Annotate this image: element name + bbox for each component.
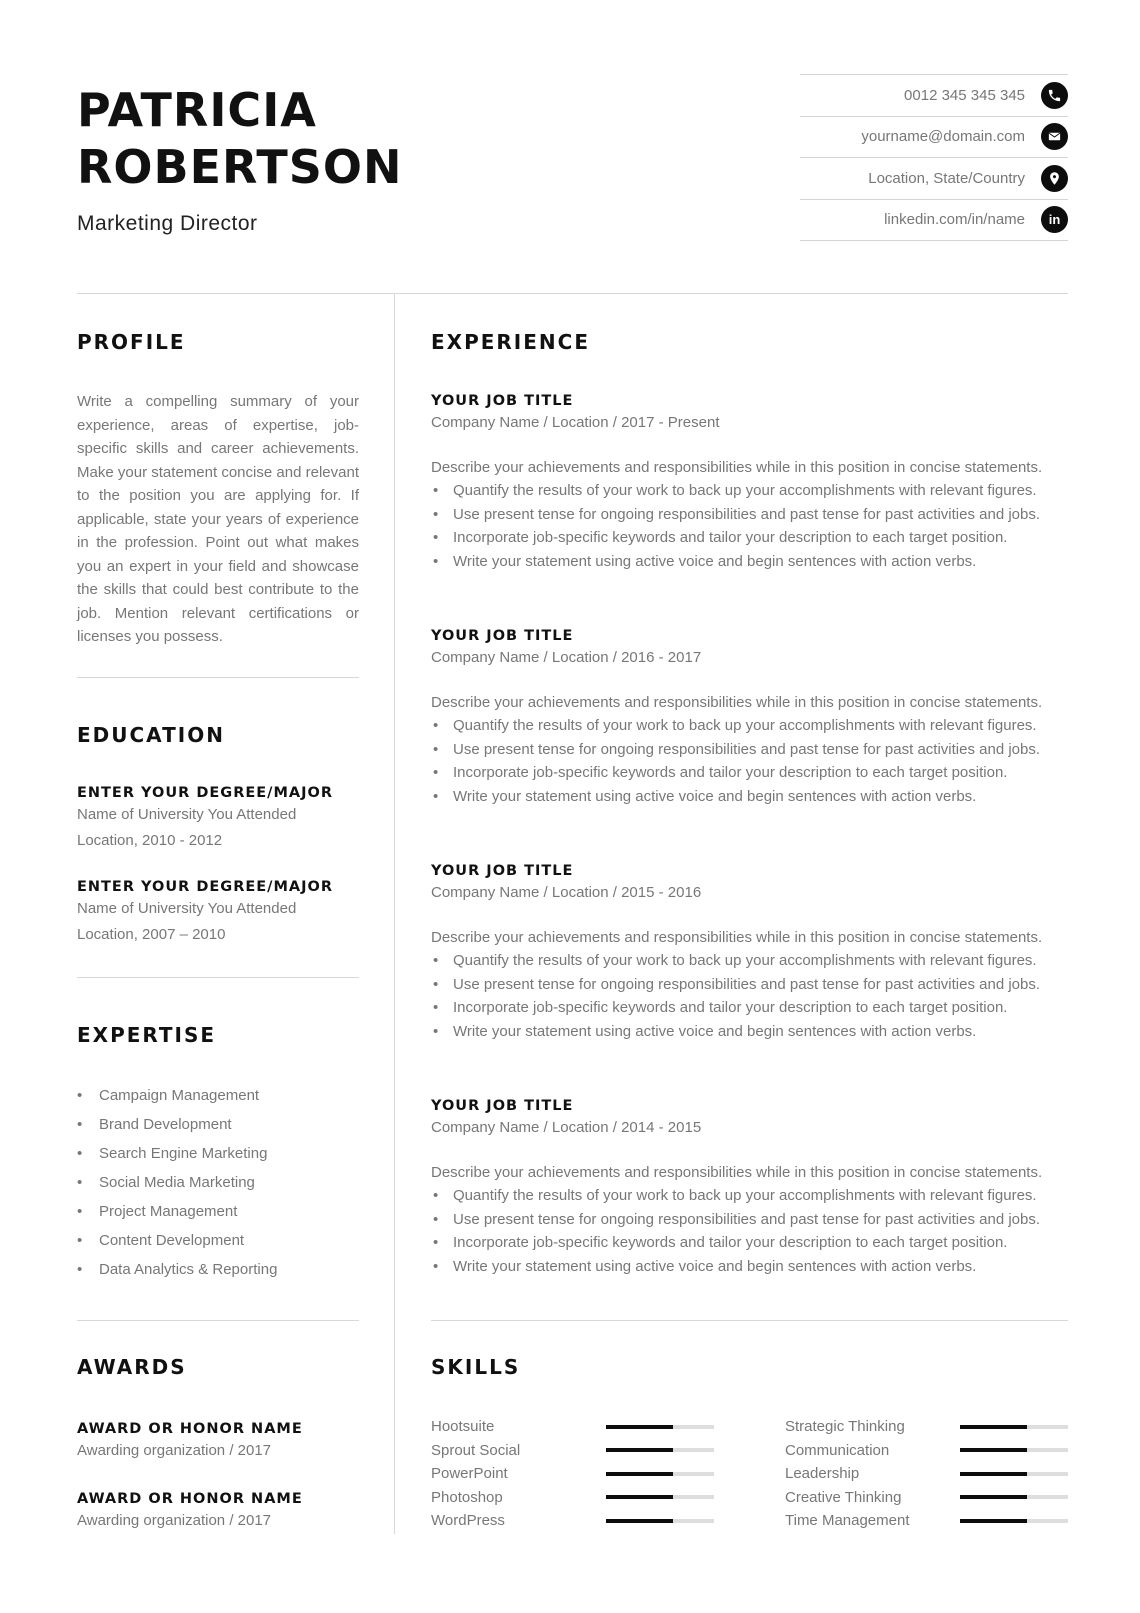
contact-location bbox=[800, 158, 1068, 200]
experience-heading: EXPERIENCE bbox=[431, 330, 590, 354]
expertise-item: • Campaign Management bbox=[77, 1081, 277, 1110]
job-description: Describe your achievements and responsibilities while in this position in concise statements. bbox=[431, 928, 1043, 946]
linkedin-text[interactable]: linkedin.com/in/name bbox=[884, 211, 1025, 229]
job-bullet: • Quantify the results of your work to back up your accomplishments with relevant figures. bbox=[431, 714, 1071, 738]
job-bullet: • Write your statement using active voice and begin sentences with action verbs. bbox=[431, 1255, 1071, 1279]
linkedin-icon: in bbox=[1041, 206, 1068, 233]
header-divider bbox=[77, 293, 1068, 294]
skill-bar-fill bbox=[606, 1448, 673, 1452]
degree-title: ENTER YOUR DEGREE/MAJOR bbox=[77, 879, 333, 895]
job-bullet: • Write your statement using active voice and begin sentences with action verbs. bbox=[431, 785, 1071, 809]
skill-bar bbox=[606, 1425, 714, 1429]
education-item bbox=[77, 785, 333, 852]
skill-name: Hootsuite bbox=[431, 1418, 495, 1436]
skill-name: Creative Thinking bbox=[785, 1488, 902, 1506]
skill-row bbox=[431, 1439, 714, 1463]
skill-row bbox=[431, 1509, 714, 1533]
skill-bar bbox=[606, 1472, 714, 1476]
job-company: Company Name / Location / 2015 - 2016 bbox=[431, 884, 702, 901]
skill-bar bbox=[606, 1519, 714, 1523]
contact-phone bbox=[800, 75, 1068, 117]
skill-row bbox=[431, 1486, 714, 1510]
job-bullet: • Incorporate job-specific keywords and tailor your description to each target position. bbox=[431, 996, 1071, 1020]
skill-bar-fill bbox=[960, 1472, 1027, 1476]
skill-name: PowerPoint bbox=[431, 1465, 508, 1483]
skill-row bbox=[431, 1462, 714, 1486]
skill-bar bbox=[606, 1448, 714, 1452]
award-org: Awarding organization / 2017 bbox=[77, 1442, 272, 1459]
award-name: AWARD OR HONOR NAME bbox=[77, 1421, 303, 1437]
expertise-heading: EXPERTISE bbox=[77, 1023, 217, 1047]
job-bullet: • Incorporate job-specific keywords and tailor your description to each target position. bbox=[431, 526, 1071, 550]
job-bullet: • Write your statement using active voice and begin sentences with action verbs. bbox=[431, 1020, 1071, 1044]
education-dates: Location, 2007 – 2010 bbox=[77, 925, 226, 943]
job-description: Describe your achievements and responsibilities while in this position in concise statements. bbox=[431, 1163, 1043, 1181]
job-role: Marketing Director bbox=[77, 212, 258, 235]
skill-name: Time Management bbox=[785, 1512, 910, 1530]
skill-bar-fill bbox=[960, 1425, 1027, 1429]
expertise-item: • Project Management bbox=[77, 1197, 277, 1226]
job-entry bbox=[431, 1098, 1071, 1278]
education-heading: EDUCATION bbox=[77, 723, 225, 747]
skill-bar bbox=[606, 1495, 714, 1499]
job-bullet: • Use present tense for ongoing responsibilities and past tense for past activities and jobs. bbox=[431, 973, 1071, 997]
awards-heading: AWARDS bbox=[77, 1355, 187, 1379]
skill-name: Strategic Thinking bbox=[785, 1418, 905, 1436]
skill-row bbox=[785, 1486, 1068, 1510]
header bbox=[77, 82, 402, 236]
contact-email bbox=[800, 117, 1068, 159]
skills-heading: SKILLS bbox=[431, 1355, 521, 1379]
skills-column-right bbox=[785, 1415, 1068, 1533]
expertise-item: • Social Media Marketing bbox=[77, 1168, 277, 1197]
skill-bar bbox=[960, 1519, 1068, 1523]
job-bullet: • Use present tense for ongoing responsibilities and past tense for past activities and jobs. bbox=[431, 738, 1071, 762]
job-title: YOUR JOB TITLE bbox=[431, 1098, 574, 1114]
job-bullet: • Quantify the results of your work to back up your accomplishments with relevant figures. bbox=[431, 479, 1071, 503]
job-title: YOUR JOB TITLE bbox=[431, 628, 574, 644]
skills-column-left bbox=[431, 1415, 714, 1533]
degree-title: ENTER YOUR DEGREE/MAJOR bbox=[77, 785, 333, 801]
location-pin-icon bbox=[1041, 165, 1068, 192]
job-company: Company Name / Location / 2016 - 2017 bbox=[431, 649, 702, 666]
expertise-item: • Brand Development bbox=[77, 1110, 277, 1139]
job-description: Describe your achievements and responsibilities while in this position in concise statements. bbox=[431, 458, 1043, 476]
university-name: Name of University You Attended bbox=[77, 806, 297, 823]
job-bullet: • Write your statement using active voice and begin sentences with action verbs. bbox=[431, 550, 1071, 574]
education-dates: Location, 2010 - 2012 bbox=[77, 831, 223, 849]
expertise-item: • Data Analytics & Reporting bbox=[77, 1255, 277, 1284]
expertise-list bbox=[77, 1081, 277, 1284]
name-line-2: ROBERTSON bbox=[77, 140, 403, 194]
skill-name: WordPress bbox=[431, 1512, 505, 1530]
skill-row bbox=[785, 1509, 1068, 1533]
job-company: Company Name / Location / 2014 - 2015 bbox=[431, 1119, 702, 1136]
profile-separator bbox=[77, 677, 359, 678]
contact-linkedin bbox=[800, 200, 1068, 242]
expertise-item: • Content Development bbox=[77, 1226, 277, 1255]
contact-list bbox=[800, 74, 1068, 241]
job-bullet: • Quantify the results of your work to back up your accomplishments with relevant figures. bbox=[431, 1184, 1071, 1208]
job-entry bbox=[431, 863, 1071, 1043]
job-bullet: • Incorporate job-specific keywords and tailor your description to each target position. bbox=[431, 1231, 1071, 1255]
skill-row bbox=[785, 1439, 1068, 1463]
skill-bar bbox=[960, 1425, 1068, 1429]
skill-row bbox=[431, 1415, 714, 1439]
skill-name: Photoshop bbox=[431, 1488, 503, 1506]
job-bullet: • Incorporate job-specific keywords and tailor your description to each target position. bbox=[431, 761, 1071, 785]
experience-separator bbox=[431, 1320, 1068, 1321]
skill-bar bbox=[960, 1495, 1068, 1499]
phone-icon bbox=[1041, 82, 1068, 109]
skill-row bbox=[785, 1415, 1068, 1439]
skill-bar bbox=[960, 1448, 1068, 1452]
job-description: Describe your achievements and responsibilities while in this position in concise statements. bbox=[431, 693, 1043, 711]
skill-bar bbox=[960, 1472, 1068, 1476]
job-bullet: • Use present tense for ongoing responsibilities and past tense for past activities and jobs. bbox=[431, 1208, 1071, 1232]
job-title: YOUR JOB TITLE bbox=[431, 863, 574, 879]
skill-bar-fill bbox=[606, 1495, 673, 1499]
skill-bar-fill bbox=[606, 1519, 673, 1523]
skill-name: Leadership bbox=[785, 1465, 860, 1483]
job-bullets bbox=[431, 949, 1071, 1043]
job-bullets bbox=[431, 714, 1071, 808]
skill-bar-fill bbox=[960, 1448, 1027, 1452]
expertise-item: • Search Engine Marketing bbox=[77, 1139, 277, 1168]
skill-bar-fill bbox=[960, 1519, 1027, 1523]
skill-bar-fill bbox=[960, 1495, 1027, 1499]
email-text[interactable]: yourname@domain.com bbox=[861, 128, 1025, 146]
job-company: Company Name / Location / 2017 - Present bbox=[431, 414, 720, 431]
skill-name: Sprout Social bbox=[431, 1441, 521, 1459]
education-separator bbox=[77, 977, 359, 978]
name-line-1: PATRICIA bbox=[77, 83, 317, 137]
profile-heading: PROFILE bbox=[77, 330, 186, 354]
job-title: YOUR JOB TITLE bbox=[431, 393, 574, 409]
phone-text[interactable]: 0012 345 345 345 bbox=[904, 86, 1025, 104]
expertise-separator bbox=[77, 1320, 359, 1321]
skill-row bbox=[785, 1462, 1068, 1486]
education-item bbox=[77, 879, 333, 946]
award-item bbox=[77, 1421, 303, 1463]
job-bullet: • Quantify the results of your work to back up your accomplishments with relevant figures. bbox=[431, 949, 1071, 973]
award-item bbox=[77, 1491, 303, 1533]
job-bullets bbox=[431, 1184, 1071, 1278]
envelope-icon bbox=[1041, 123, 1068, 150]
skill-bar-fill bbox=[606, 1472, 673, 1476]
job-bullets bbox=[431, 479, 1071, 573]
award-name: AWARD OR HONOR NAME bbox=[77, 1491, 303, 1507]
award-org: Awarding organization / 2017 bbox=[77, 1512, 272, 1529]
column-divider bbox=[394, 294, 395, 1534]
profile-text: Write a compelling summary of your experience, areas of expertise, job-specific skills and career achievements. Make your statement concise and relevant to the position you are applying for. If applicable, state your years of experience in the profession. Point out what makes you an expert in your field and showcase the skills that could best contribute to the job. Mention relevant certifications or licenses you possess. bbox=[77, 393, 359, 645]
location-text: Location, State/Country bbox=[868, 169, 1025, 187]
job-entry bbox=[431, 628, 1071, 808]
job-bullet: • Use present tense for ongoing responsibilities and past tense for past activities and jobs. bbox=[431, 503, 1071, 527]
job-entry bbox=[431, 393, 1071, 573]
skill-bar-fill bbox=[606, 1425, 673, 1429]
skill-name: Communication bbox=[785, 1441, 890, 1459]
university-name: Name of University You Attended bbox=[77, 900, 297, 917]
